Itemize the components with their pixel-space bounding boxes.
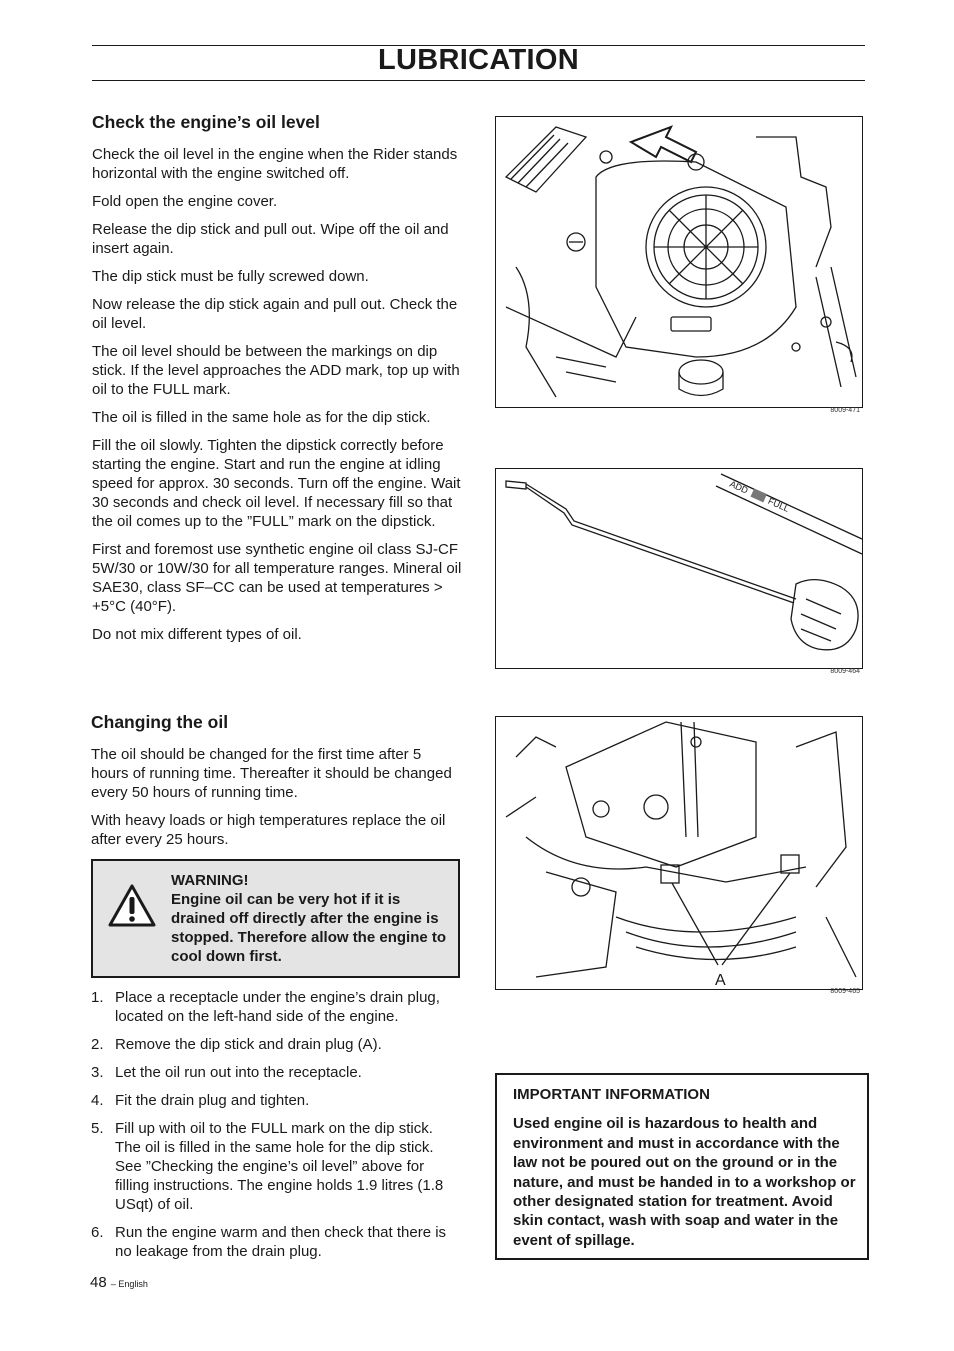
paragraph: Fill the oil slowly. Tighten the dipstick correctly before starting the engine. Start and run the engine at idling speed for approx. 30 seconds. Turn off the engine. Wait 30 seconds and check oil level. If necessary fill so that the oil comes up to the ”FULL” mark on the dipstick. — [92, 437, 461, 530]
paragraph: Now release the dip stick again and pull out. Check the oil level. — [92, 296, 458, 332]
list-item: 2. Remove the dip stick and drain plug (A). — [91, 1036, 382, 1053]
list-item: 3. Let the oil run out into the receptacle. — [91, 1064, 362, 1081]
drain-drawing — [496, 717, 862, 989]
info-title: IMPORTANT INFORMATION — [513, 1086, 710, 1103]
change-oil-section — [91, 711, 460, 1270]
info-text: Used engine oil is hazardous to health and environment and must in accordance with the law not be poured out on the ground or in the nature, and must be handed in to a workshop or other designated station for treatment. Avoid skin contact, wash with soap and water in the event of spillage. — [513, 1115, 856, 1249]
warning-triangle-icon — [107, 883, 157, 929]
paragraph: The oil is filled in the same hole as for the dip stick. — [92, 409, 431, 426]
title-underline — [92, 80, 865, 81]
page-number: 48 — [90, 1274, 107, 1291]
warning-title: WARNING! — [171, 872, 249, 889]
engine-illustration — [495, 116, 863, 408]
paragraph: First and foremost use synthetic engine oil class SJ-CF 5W/30 or 10W/30 for all temperature ranges. Mineral oil SAE30, class SF–CC can be used at temperatures > +5°C (40°F). — [92, 541, 462, 615]
list-item: 5. Fill up with oil to the FULL mark on the dip stick. The oil is filled in the same hole for the dip stick. See ”Checking the engine’s oil level” above for filling instructions. The engine holds 1.9 litres (1.8 USqt) of oil. — [91, 1120, 444, 1213]
important-info-box — [495, 1073, 869, 1260]
warning-box — [91, 859, 460, 978]
engine-drawing — [496, 117, 862, 407]
drain-plug-illustration — [495, 716, 863, 990]
list-item: 6. Run the engine warm and then check that there is no leakage from the drain plug. — [91, 1224, 447, 1260]
paragraph: The oil level should be between the markings on dip stick. If the level approaches the ADD mark, top up with oil to the FULL mark. — [92, 343, 460, 398]
list-item: 1. Place a receptacle under the engine’s drain plug, located on the left-hand side of the engine. — [91, 989, 440, 1025]
page-footer — [90, 1274, 148, 1291]
change-oil-heading: Changing the oil — [91, 712, 229, 732]
drain-plug-label: A — [715, 972, 726, 989]
dipstick-drawing — [496, 469, 862, 668]
full-mark-label: FULL — [766, 495, 791, 514]
list-item: 4. Fit the drain plug and tighten. — [91, 1092, 310, 1109]
paragraph: The dip stick must be fully screwed down. — [92, 268, 369, 285]
paragraph: Do not mix different types of oil. — [92, 626, 302, 643]
paragraph: The oil should be changed for the first time after 5 hours of running time. Thereafter it should be changed every 50 hours of running time. — [91, 746, 452, 801]
add-mark-label: ADD — [728, 478, 750, 496]
check-oil-heading: Check the engine’s oil level — [92, 112, 320, 132]
figure-code: 8009-471 — [830, 407, 860, 414]
footer-language: – English — [110, 1279, 148, 1289]
paragraph: With heavy loads or high temperatures replace the oil after every 25 hours. — [91, 812, 446, 848]
page-title: LUBRICATION — [378, 44, 579, 76]
dipstick-illustration — [495, 468, 863, 669]
figure-code: 8009-465 — [830, 988, 860, 995]
warning-text: Engine oil can be very hot if it is drained off directly after the engine is stopped. Therefore allow the engine to cool down first. — [171, 891, 447, 965]
paragraph: Release the dip stick and pull out. Wipe off the oil and insert again. — [92, 221, 449, 257]
drain-steps-list — [91, 988, 460, 1261]
paragraph: Fold open the engine cover. — [92, 193, 278, 210]
figure-code: 8009-464 — [830, 668, 860, 675]
check-oil-section — [92, 111, 464, 653]
paragraph: Check the oil level in the engine when the Rider stands horizontal with the engine switched off. — [92, 146, 458, 182]
